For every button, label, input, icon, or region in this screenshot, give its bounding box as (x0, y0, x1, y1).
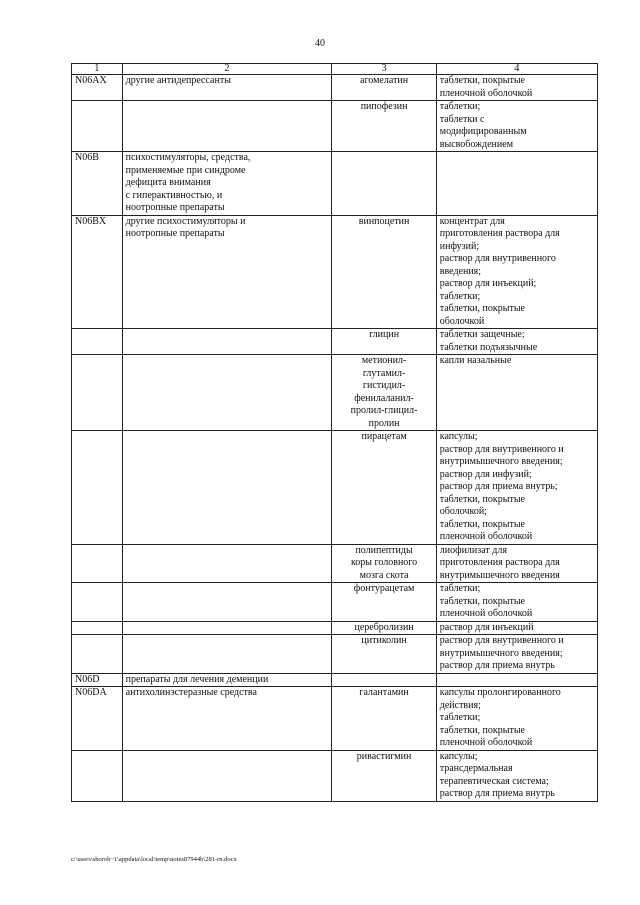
cell-line: коры головного (350, 557, 418, 568)
cell-line: другие психостимуляторы и (125, 215, 246, 227)
drug-name-cell (332, 583, 436, 622)
table-body (72, 64, 598, 802)
cell-line: таблетки, покрытые (439, 518, 525, 530)
cell-line: фонтурацетам (353, 583, 415, 594)
cell-line: ноотропные препараты (125, 228, 225, 239)
drug-name-cell (332, 544, 436, 583)
cell-line: пленочной оболочкой (439, 87, 533, 99)
group-cell (122, 152, 332, 216)
cell-line: таблетки, покрытые (439, 75, 525, 86)
cell-line: оболочкой; (439, 506, 487, 517)
atc-code-cell (72, 583, 123, 622)
cell-line: ноотропные препараты (125, 202, 225, 213)
dosage-forms-cell (436, 355, 597, 431)
cell-line: раствор для инъекций; (439, 278, 537, 289)
cell-line: пирацетам (361, 431, 407, 442)
cell-line: концентрат для (439, 215, 505, 227)
cell-line: внутримышечного введения; (439, 647, 563, 659)
dosage-forms-cell (436, 687, 597, 751)
cell-line: таблетки; (439, 583, 481, 594)
dosage-forms-cell (436, 750, 597, 801)
table-row (72, 621, 598, 635)
cell-line: цитиколин (361, 635, 407, 646)
group-cell (122, 673, 332, 687)
cell-line: глутамил- (362, 367, 406, 379)
cell-line: внутримышечного введения; (439, 456, 563, 467)
cell-line: галантамин (359, 687, 409, 698)
cell-line: приготовления раствора для (439, 557, 560, 568)
cell-line: препараты для лечения деменции (125, 673, 269, 685)
cell-line: применяемые при синдроме (125, 164, 246, 176)
cell-line: метионил- (361, 355, 407, 366)
cell-line: таблетки; (439, 290, 481, 302)
cell-line: таблетки; (439, 101, 481, 112)
cell-line: трансдермальная (439, 763, 513, 774)
cell-line: полипептиды (355, 544, 413, 556)
drug-name-cell (332, 75, 436, 101)
cell-line: другие антидепрессанты (125, 75, 231, 86)
cell-line: модифицированным (439, 126, 527, 137)
header-col-2: 2 (122, 64, 332, 75)
dosage-forms-cell (436, 673, 597, 687)
cell-line: таблетки, покрытые (439, 724, 525, 736)
cell-line: раствор для инфузий; (439, 468, 532, 480)
header-col-4: 4 (436, 64, 597, 75)
cell-line: ривастигмин (356, 750, 412, 762)
table-row (72, 583, 598, 622)
file-path-footer: c:\users\shoroh~1\appdata\local\temp\notes87944b\281-rn.docx (71, 856, 237, 863)
drug-name-cell (332, 215, 436, 329)
cell-line: пленочной оболочкой (439, 737, 533, 748)
cell-line: инфузий; (439, 240, 480, 252)
cell-line: винпоцетин (358, 215, 410, 227)
atc-code-cell: N06D (72, 673, 123, 687)
header-col-1: 1 (72, 64, 123, 75)
cell-line: пленочной оболочкой (439, 608, 533, 619)
cell-line: капсулы пролонгированного (439, 687, 561, 698)
cell-line: таблетки с (439, 113, 485, 125)
drug-name-cell (332, 101, 436, 152)
group-cell (122, 583, 332, 622)
dosage-forms-cell (436, 152, 597, 216)
cell-line: капсулы; (439, 431, 478, 442)
drug-name-cell (332, 431, 436, 545)
table-row (72, 75, 598, 101)
table-header-row (72, 64, 598, 75)
table-row (72, 673, 598, 687)
atc-code-cell (72, 635, 123, 674)
group-cell (122, 329, 332, 355)
drug-table (71, 63, 598, 802)
atc-code-cell (72, 355, 123, 431)
cell-line: капсулы; (439, 750, 478, 762)
atc-code-cell (72, 750, 123, 801)
cell-line: раствор для внутривенного и (439, 443, 564, 455)
drug-name-cell (332, 329, 436, 355)
cell-line: таблетки, покрытые (439, 595, 525, 607)
group-cell (122, 635, 332, 674)
cell-line: раствор для приема внутрь (439, 660, 555, 671)
atc-code-cell: N06DA (72, 687, 123, 751)
cell-line: фенилаланил- (354, 392, 414, 404)
table-row (72, 687, 598, 751)
table-row (72, 635, 598, 674)
atc-code-cell (72, 431, 123, 545)
header-col-3: 3 (332, 64, 436, 75)
atc-code-cell: N06BX (72, 215, 123, 329)
drug-name-cell (332, 687, 436, 751)
dosage-forms-cell (436, 101, 597, 152)
cell-line: таблетки защечные; (439, 329, 525, 340)
dosage-forms-cell (436, 75, 597, 101)
cell-line: высвобождением (439, 138, 514, 150)
cell-line: пленочной оболочкой (439, 531, 533, 542)
group-cell (122, 431, 332, 545)
cell-line: психостимуляторы, средства, (125, 152, 251, 163)
cell-line: оболочкой (439, 315, 485, 327)
atc-code-cell (72, 544, 123, 583)
drug-name-cell (332, 750, 436, 801)
cell-line: пролил-глицил- (350, 405, 418, 416)
cell-line: антихолинэстеразные средства (125, 687, 257, 698)
cell-line: раствор для инъекций (439, 621, 534, 633)
group-cell (122, 544, 332, 583)
dosage-forms-cell (436, 431, 597, 545)
cell-line: гистидил- (362, 380, 406, 391)
cell-line: раствор для внутривенного и (439, 635, 564, 646)
table-row (72, 215, 598, 329)
dosage-forms-cell (436, 544, 597, 583)
group-cell (122, 621, 332, 635)
cell-line: действия; (439, 699, 481, 711)
table-row (72, 750, 598, 801)
table-row (72, 431, 598, 545)
cell-line: терапевтическая система; (439, 775, 549, 787)
cell-line: церебролизин (354, 621, 414, 633)
cell-line: мозга скота (359, 569, 409, 581)
atc-code-cell (72, 101, 123, 152)
cell-line: пипофезин (360, 101, 408, 112)
cell-line: таблетки, покрытые (439, 493, 525, 505)
cell-line: таблетки, покрытые (439, 303, 525, 314)
atc-code-cell (72, 621, 123, 635)
cell-line: глицин (369, 329, 400, 340)
group-cell (122, 215, 332, 329)
cell-line: лиофилизат для (439, 544, 507, 556)
cell-line: пролин (368, 417, 400, 429)
group-cell (122, 75, 332, 101)
cell-line: внутримышечного введения (439, 569, 560, 581)
page-number: 40 (315, 38, 325, 49)
group-cell (122, 101, 332, 152)
dosage-forms-cell (436, 329, 597, 355)
atc-code-cell: N06B (72, 152, 123, 216)
cell-line: раствор для приема внутрь; (439, 481, 558, 492)
table-row (72, 152, 598, 216)
dosage-forms-cell (436, 215, 597, 329)
cell-line: введения; (439, 265, 482, 277)
atc-code-cell: N06AX (72, 75, 123, 101)
cell-line: таблетки; (439, 712, 481, 723)
drug-name-cell (332, 355, 436, 431)
cell-line: приготовления раствора для (439, 228, 560, 239)
table-row (72, 101, 598, 152)
drug-name-cell (332, 152, 436, 216)
cell-line: агомелатин (360, 75, 409, 86)
atc-code-cell (72, 329, 123, 355)
table-row (72, 329, 598, 355)
dosage-forms-cell (436, 635, 597, 674)
cell-line: раствор для внутривенного (439, 253, 556, 264)
cell-line: раствор для приема внутрь (439, 788, 555, 799)
cell-line: с гиперактивностью, и (125, 189, 223, 201)
drug-name-cell (332, 621, 436, 635)
cell-line: таблетки подъязычные (439, 341, 538, 353)
dosage-forms-cell (436, 583, 597, 622)
table-row (72, 355, 598, 431)
table-row (72, 544, 598, 583)
cell-line: дефицита внимания (125, 177, 211, 188)
group-cell (122, 687, 332, 751)
drug-name-cell (332, 635, 436, 674)
dosage-forms-cell (436, 621, 597, 635)
cell-line: капли назальные (439, 355, 512, 366)
drug-name-cell (332, 673, 436, 687)
group-cell (122, 355, 332, 431)
group-cell (122, 750, 332, 801)
